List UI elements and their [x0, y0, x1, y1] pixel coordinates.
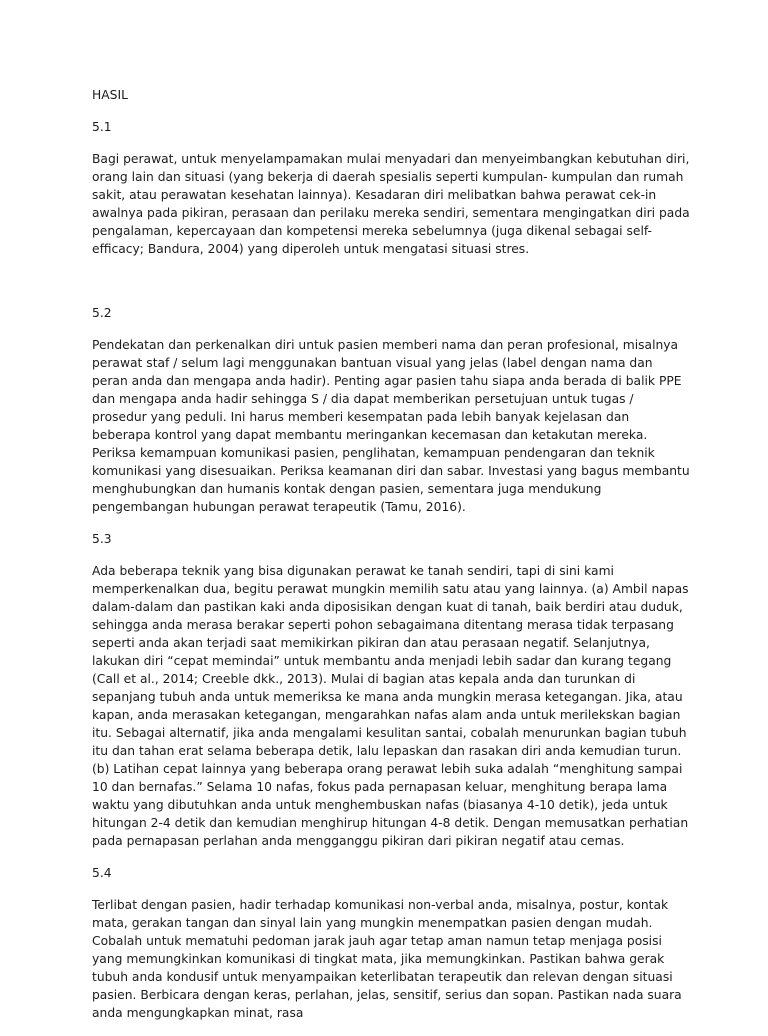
document-body	[92, 86, 690, 1036]
section-paragraph-5-4: Terlibat dengan pasien, hadir terhadap komunikasi non-verbal anda, misalnya, postur, kontak mata, gerakan tangan dan sinyal lain yang mungkin menempatkan pasien dengan mudah. Cobalah untuk mematuhi pedoman jarak jauh agar tetap aman namun tetap menjaga posisi yang memungkinkan komunikasi di tingkat mata, jika memungkinkan. Pastikan bahwa gerak tubuh anda kondusif untuk menyampaikan keterlibatan terapeutik dan relevan dengan situasi pasien. Berbicara dengan keras, perlahan, jelas, sensitif, serius dan sopan. Pastikan nada suara anda mengungkapkan minat, rasa	[92, 898, 682, 1020]
section-paragraph-5-1: Bagi perawat, untuk menyelampamakan mulai menyadari dan menyeimbangkan kebutuhan diri, orang lain dan situasi (yang bekerja di daerah spesialis seperti kumpulan- kumpulan dan rumah sakit, atau perawatan kesehatan lainnya). Kesadaran diri melibatkan bahwa perawat cek-in awalnya pada pikiran, perasaan dan perilaku mereka sendiri, sementara mengingatkan diri pada pengalaman, kepercayaan dan kompetensi mereka sebelumnya (juga dikenal sebagai self-efficacy; Bandura, 2004) yang diperoleh untuk mengatasi situasi stres.	[92, 152, 690, 256]
section-number-5-1: 5.1	[92, 120, 112, 134]
section-paragraph-5-2: Pendekatan dan perkenalkan diri untuk pasien memberi nama dan peran profesional, misalnya perawat staf / selum lagi menggunakan bantuan visual yang jelas (label dengan nama dan peran anda dan mengapa anda hadir). Penting agar pasien tahu siapa anda berada di balik PPE dan mengapa anda hadir sehingga S / dia dapat memberikan persetujuan untuk tugas / prosedur yang peduli. Ini harus memberi kesempatan pada lebih banyak kejelasan dan beberapa kontrol yang dapat membantu meringankan kecemasan dan ketakutan mereka. Periksa kemampuan komunikasi pasien, penglihatan, kemampuan pendengaran dan teknik komunikasi yang disesuaikan. Periksa keamanan diri dan sabar. Investasi yang bagus membantu menghubungkan dan humanis kontak dengan pasien, sementara juga mendukung pengembangan hubungan perawat terapeutik (Tamu, 2016).	[92, 338, 690, 514]
section-number-5-4: 5.4	[92, 866, 112, 880]
section-number-5-2: 5.2	[92, 306, 112, 320]
section-paragraph-5-3: Ada beberapa teknik yang bisa digunakan perawat ke tanah sendiri, tapi di sini kami memperkenalkan dua, begitu perawat mungkin memilih satu atau yang lainnya. (a) Ambil napas dalam-dalam dan pastikan kaki anda diposisikan dengan kuat di tanah, baik berdiri atau duduk, sehingga anda merasa berakar seperti pohon sebagaimana ditentang merasa tidak terpasang seperti anda akan terjadi saat memikirkan pikiran dan atau perasaan negatif. Selanjutnya, lakukan diri “cepat memindai” untuk membantu anda menjadi lebih sadar dan kurang tegang (Call et al., 2014; Creeble dkk., 2013). Mulai di bagian atas kepala anda dan turunkan di sepanjang tubuh anda untuk memeriksa ke mana anda mungkin merasa ketegangan. Jika, atau kapan, anda merasakan ketegangan, mengarahkan nafas alam anda untuk merilekskan bagian itu. Sebagai alternatif, jika anda mengalami kesulitan santai, cobalah menurunkan bagian tubuh itu dan tahan erat selama beberapa detik, lalu lepaskan dan rasakan diri anda kemudian turun. (b) Latihan cepat lainnya yang beberapa orang perawat lebih suka adalah “menghitung sampai 10 dan bernafas.” Selama 10 nafas, fokus pada pernapasan keluar, menghitung berapa lama waktu yang dibutuhkan anda untuk menghembuskan nafas (biasanya 4-10 detik), jeda untuk hitungan 2-4 detik dan kemudian menghirup hitungan 4-8 detik. Dengan memusatkan perhatian pada pernapasan perlahan anda mengganggu pikiran dari pikiran negatif atau cemas.	[92, 564, 689, 848]
section-number-5-3: 5.3	[92, 532, 112, 546]
document-title: HASIL	[92, 88, 128, 102]
